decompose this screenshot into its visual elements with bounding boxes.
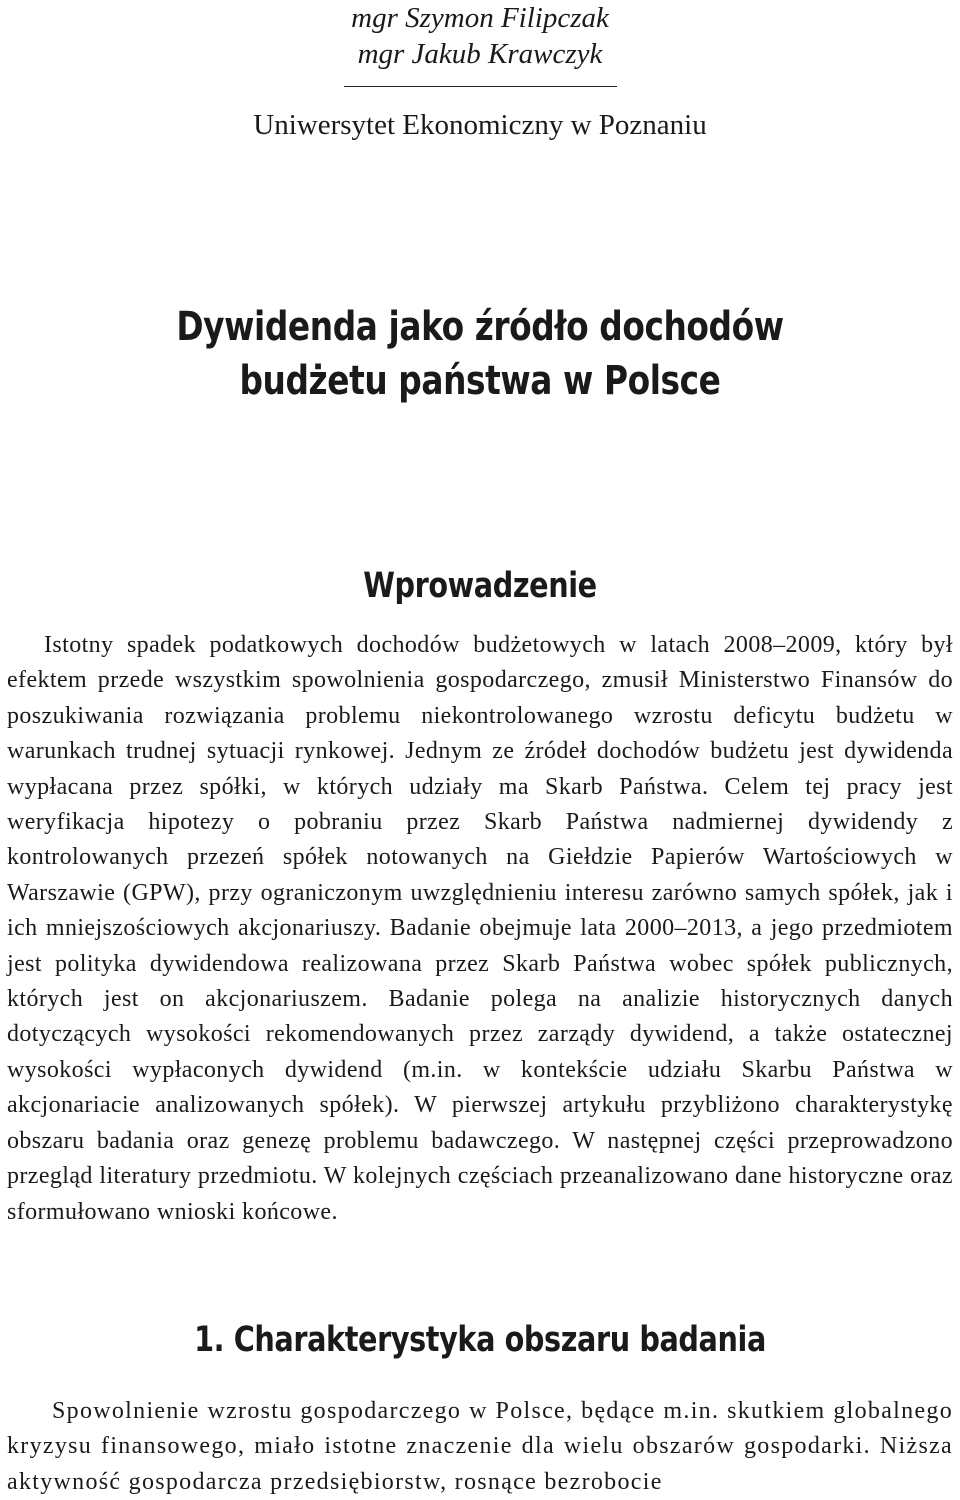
intro-paragraph: Istotny spadek podatkowych dochodów budżetowych w latach 2008–2009, który był efektem przede wszystkim spowolnienia gospodarczego, zmusił Ministerstwo Finansów do poszukiwania rozwiązania problemu niekontrolowanego wzrostu deficytu budżetu w warunkach trudnej sytuacji rynkowej. Jednym ze źródeł dochodów budżetu jest dywidenda wypłacana przez spółki, w których udziały ma Skarb Państwa. Celem tej pracy jest weryfikacja hipotezy o pobraniu przez Skarb Państwa nadmiernej dywidendy z kontrolowanych przezeń spółek notowanych na Giełdzie Papierów Wartościowych w Warszawie (GPW), przy ograniczonym uwzględnieniu interesu zarówno samych spółek, jak i ich mniejszościowych akcjonariuszy. Badanie obejmuje lata 2000–2013, a jego przedmiotem jest polityka dywidendowa realizowana przez Skarb Państwa wobec spółek publicznych, których jest on akcjonariuszem. Badanie polega na analizie historycznych danych dotyczących wysokości rekomendowanych przez zarządy dywidend, a także ostatecznej wysokości wypłaconych dywidend (m.in. w kontekście udziału Skarbu Państwa w akcjonariacie analizowanych spółek). W pierwszej artykułu przybliżono charakterystykę obszaru badania oraz genezę problemu badawczego. W następnej części przeprowadzono przegląd literatury przedmiotu. W kolejnych częściach przeanalizowano dane historyczne oraz sformułowano wnioski końcowe. — [7, 632, 953, 1225]
divider-rule — [344, 86, 617, 87]
paper-title — [86, 300, 873, 408]
title-line: budżetu państwa w Polsce — [239, 358, 721, 404]
title-line: Dywidenda jako źródło dochodów — [176, 304, 784, 350]
affiliation: Uniwersytet Ekonomiczny w Poznaniu — [253, 109, 707, 141]
author-list — [0, 0, 960, 72]
author-name: mgr Jakub Krawczyk — [357, 38, 603, 70]
section-1-paragraph: Spowolnienie wzrostu gospodarczego w Polsce, będące m.in. skutkiem globalnego kryzysu finansowego, miało istotne znaczenie dla wielu obszarów gospodarki. Niższa aktywność gospodarcza przedsiębiorstw, rosnące bezrobocie — [7, 1398, 953, 1495]
section-1-heading: 1. Charakterystyka obszaru badania — [194, 1320, 766, 1360]
author-name: mgr Szymon Filipczak — [351, 2, 609, 34]
intro-heading: Wprowadzenie — [363, 566, 597, 606]
